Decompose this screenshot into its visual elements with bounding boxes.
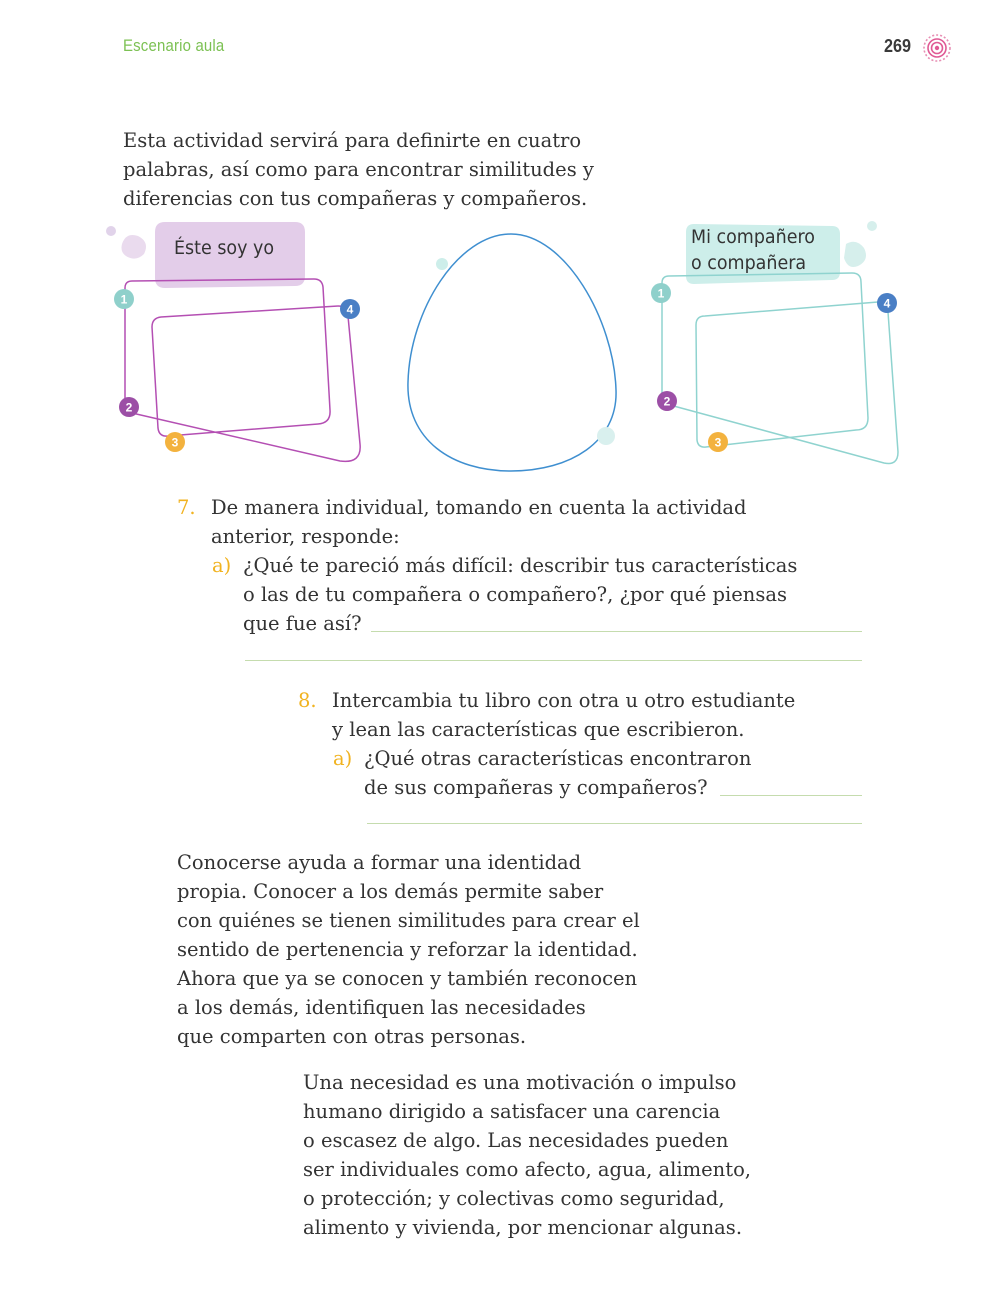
partner-badge-1-number: 1	[657, 286, 665, 301]
partner-tag-label-line: Mi compañero	[691, 226, 815, 248]
decorative-dot	[867, 221, 877, 231]
self-badge-4-number: 4	[346, 302, 354, 317]
answer-line-8a-1[interactable]	[720, 795, 862, 796]
needs-line: ser individuales como afecto, agua, alimento,	[303, 1158, 752, 1181]
self-badge-1-number: 1	[120, 292, 128, 307]
intro-line: palabras, así como para encontrar similitudes y	[123, 158, 594, 181]
self-badge-3-number: 3	[171, 435, 179, 450]
question-7a-line: o las de tu compañera o compañero?, ¿por qué piensas	[243, 583, 787, 606]
answer-line-7a-1[interactable]	[371, 631, 862, 632]
question-7a-line: que fue así?	[243, 612, 362, 635]
identity-line: propia. Conocer a los demás permite saber	[177, 880, 604, 903]
needs-line: o escasez de algo. Las necesidades pueden	[303, 1129, 729, 1152]
decorative-blob	[844, 242, 866, 267]
intro-line: diferencias con tus compañeras y compañeros.	[123, 187, 588, 210]
question-8a-line: ¿Qué otras características encontraron	[364, 747, 752, 770]
identity-line: con quiénes se tienen similitudes para crear el	[177, 909, 640, 932]
egg-dot-top	[436, 258, 448, 270]
partner-inner-frame	[662, 273, 878, 447]
identity-line: Ahora que ya se conocen y también reconocen	[177, 967, 638, 990]
decorative-dot	[106, 226, 116, 236]
self-inner-frame	[125, 279, 338, 436]
egg-dot-bottom	[597, 427, 615, 445]
page-number: 269	[884, 36, 912, 56]
question-7a-letter: a)	[212, 554, 232, 577]
needs-line: humano dirigido a satisfacer una carencia	[303, 1100, 721, 1123]
section-title: Escenario aula	[123, 36, 225, 55]
partner-badge-3-number: 3	[714, 435, 722, 450]
partner-tag-label-line: o compañera	[691, 252, 807, 274]
needs-line: alimento y vivienda, por mencionar algunas.	[303, 1216, 743, 1239]
question-7-line: anterior, responde:	[211, 525, 400, 548]
answer-line-8a-2[interactable]	[367, 823, 862, 824]
identity-line: Conocerse ayuda a formar una identidad	[177, 851, 582, 874]
intro-line: Esta actividad servirá para definirte en cuatro	[123, 129, 582, 152]
answer-line-7a-2[interactable]	[245, 660, 862, 661]
self-badge-2-number: 2	[125, 400, 133, 415]
question-8-line: Intercambia tu libro con otra u otro estudiante	[332, 689, 796, 712]
question-8a-line: de sus compañeras y compañeros?	[364, 776, 708, 799]
question-8-number: 8.	[298, 689, 317, 712]
question-7-line: De manera individual, tomando en cuenta la actividad	[211, 496, 747, 519]
needs-line: Una necesidad es una motivación o impulso	[303, 1071, 737, 1094]
partner-badge-2-number: 2	[663, 394, 671, 409]
identity-line: que comparten con otras personas.	[177, 1025, 527, 1048]
decorative-blob	[122, 235, 147, 259]
comparison-diagram	[0, 0, 986, 500]
partner-badge-4-number: 4	[883, 296, 891, 311]
identity-paragraph	[177, 848, 640, 1051]
identity-line: sentido de pertenencia y reforzar la identidad.	[177, 938, 638, 961]
needs-paragraph	[303, 1068, 751, 1242]
question-8a-letter: a)	[333, 747, 353, 770]
question-7a-line: ¿Qué te pareció más difícil: describir tus características	[243, 554, 798, 577]
question-7-number: 7.	[177, 496, 196, 519]
needs-line: o protección; y colectivas como seguridad,	[303, 1187, 725, 1210]
egg-outline	[408, 234, 616, 471]
self-tag-label: Éste soy yo	[174, 237, 275, 259]
identity-line: a los demás, identifiquen las necesidades	[177, 996, 586, 1019]
question-8-line: y lean las características que escribieron.	[332, 718, 745, 741]
